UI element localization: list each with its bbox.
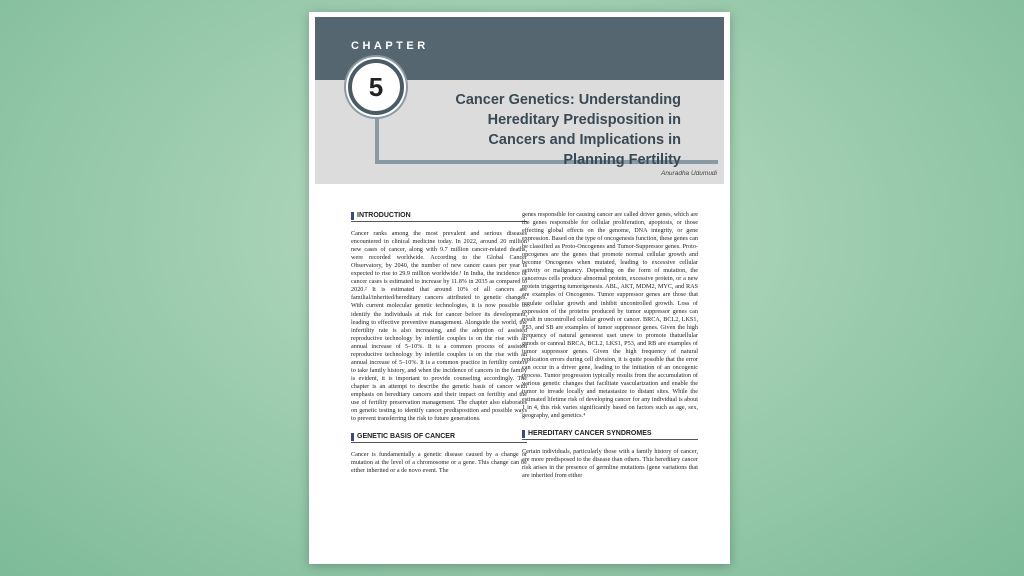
section-heading-genetic-basis: GENETIC BASIS OF CANCER <box>351 433 527 443</box>
left-column <box>351 210 527 485</box>
hereditary-body: Certain individuals, particularly those with a family history of cancer, are more predisposed to the disease than others. This hereditary cancer risk arises in the presence of germline mutations (gene variations that are inherited from either <box>522 448 698 480</box>
chapter-number: 5 <box>368 71 384 102</box>
chapter-label: CHAPTER <box>351 40 429 52</box>
section-heading-hereditary: HEREDITARY CANCER SYNDROMES <box>522 430 698 440</box>
genetic-basis-body: Cancer is fundamentally a genetic disease caused by a change or mutation at the level of a chromosome or a gene. This change can be either inherited or a de novo event. The <box>351 451 527 475</box>
heading-marker-icon <box>351 433 354 441</box>
section-heading-introduction: INTRODUCTION <box>351 212 527 222</box>
right-column-body: genes responsible for causing cancer are called driver genes, which are the genes responsible for cellular proliferation, apoptosis, or those effecting global effects on the genome, DNA integrity, or gene expression. Based on the type of oncogenesis function, these genes can be classified as Proto-Oncogenes and Tumor-Suppressor genes. Proto-oncogenes are the genes that promote normal cellular growth and become Oncogenes when mutated, leading to excessive cellular activity or malignancy. Depending on the form of mutation, the cancerous cells produce abnormal protein, excessive protein, or a new protein triggering tumorigenesis. ABL, AKT, MDM2, MYC, and RAS are examples of Oncogenes. Tumor suppressor genes are those that regulate cellular growth and inhibit uncontrolled growth. Loss of expression of the proteins produced by tumor suppressor genes can result in uncontrolled cellular growth or cancer. BRCA, BCL2, LKS1, P53, and SB are examples of tumor suppressor genes. Given the high frequency of natural genesrest uset unew to promote thatuellular gmods or canreal BRCA, BCL2, LKS1, P53, and RB are examples of tumor suppressor genes. Given the high frequency of natural replication errors during cell division, it is quite possible that the error can occur in a driver gene, leading to the initiation of an oncogenic process. Tumor progression typically results from the accumulation of various genetic changes that facilitate vascularization and enable the tumor to invade locally and metastasize to distant sites. While the estimated lifetime risk of developing cancer for any individual is about 1 in 4, this risk varies significantly based on factors such as age, sex, geography, and genetics.⁴ <box>522 211 698 420</box>
heading-marker-icon <box>351 212 354 220</box>
chapter-title: Cancer Genetics: Understanding Hereditary Predisposition in Cancers and Implications in Planning Fertility <box>455 92 681 168</box>
chapter-number-badge <box>348 59 404 115</box>
chapter-author: Anuradha Udumudi <box>660 170 717 177</box>
heading-marker-icon <box>522 430 525 438</box>
introduction-body: Cancer ranks among the most prevalent and serious diseases encountered in clinical medicine today. In 2022, around 20 million new cases of cancer, along with 9.7 million cancer-related deaths, were recorded worldwide. According to the Global Cancer Observatory, by 2040, the number of new cancer cases per year is expected to rise to 29.9 million worldwide.¹ In India, the incidence of cancer cases is estimated to increase by 11.8% in 2035 as compared to 2020.² It is estimated that around 10% of all cancers are familial/inherited/hereditary cancers attributed to genetic changes. With current molecular genetic technologies, it is now possible to identify the individuals at risk for cancer before its development, leading to effective preventive management. Alongside the world, the infertility rate is also increasing, and the adoption of assisted reproductive technology by infertile couples is on the rise with an annual increase of 5–10%. It is a common process of assisted reproductive technology by infertile couples is on the rise with an annual increase of 5–10%. It is a common practice in fertility centers to take family history, and when the incidence of cancers in the family is evident, it is important to provide counseling accordingly. The chapter is an attempt to describe the genetic basis of cancer with emphasis on hereditary cancers and their impact on fertility and the use of fertility preservation management. The chapter also elaborates on genetic testing to identify cancer predisposition and possible ways to prevent transferring the risk to future generations. <box>351 230 527 423</box>
decorative-line-vertical <box>375 110 379 164</box>
document-page <box>309 12 730 564</box>
right-column <box>522 211 698 490</box>
